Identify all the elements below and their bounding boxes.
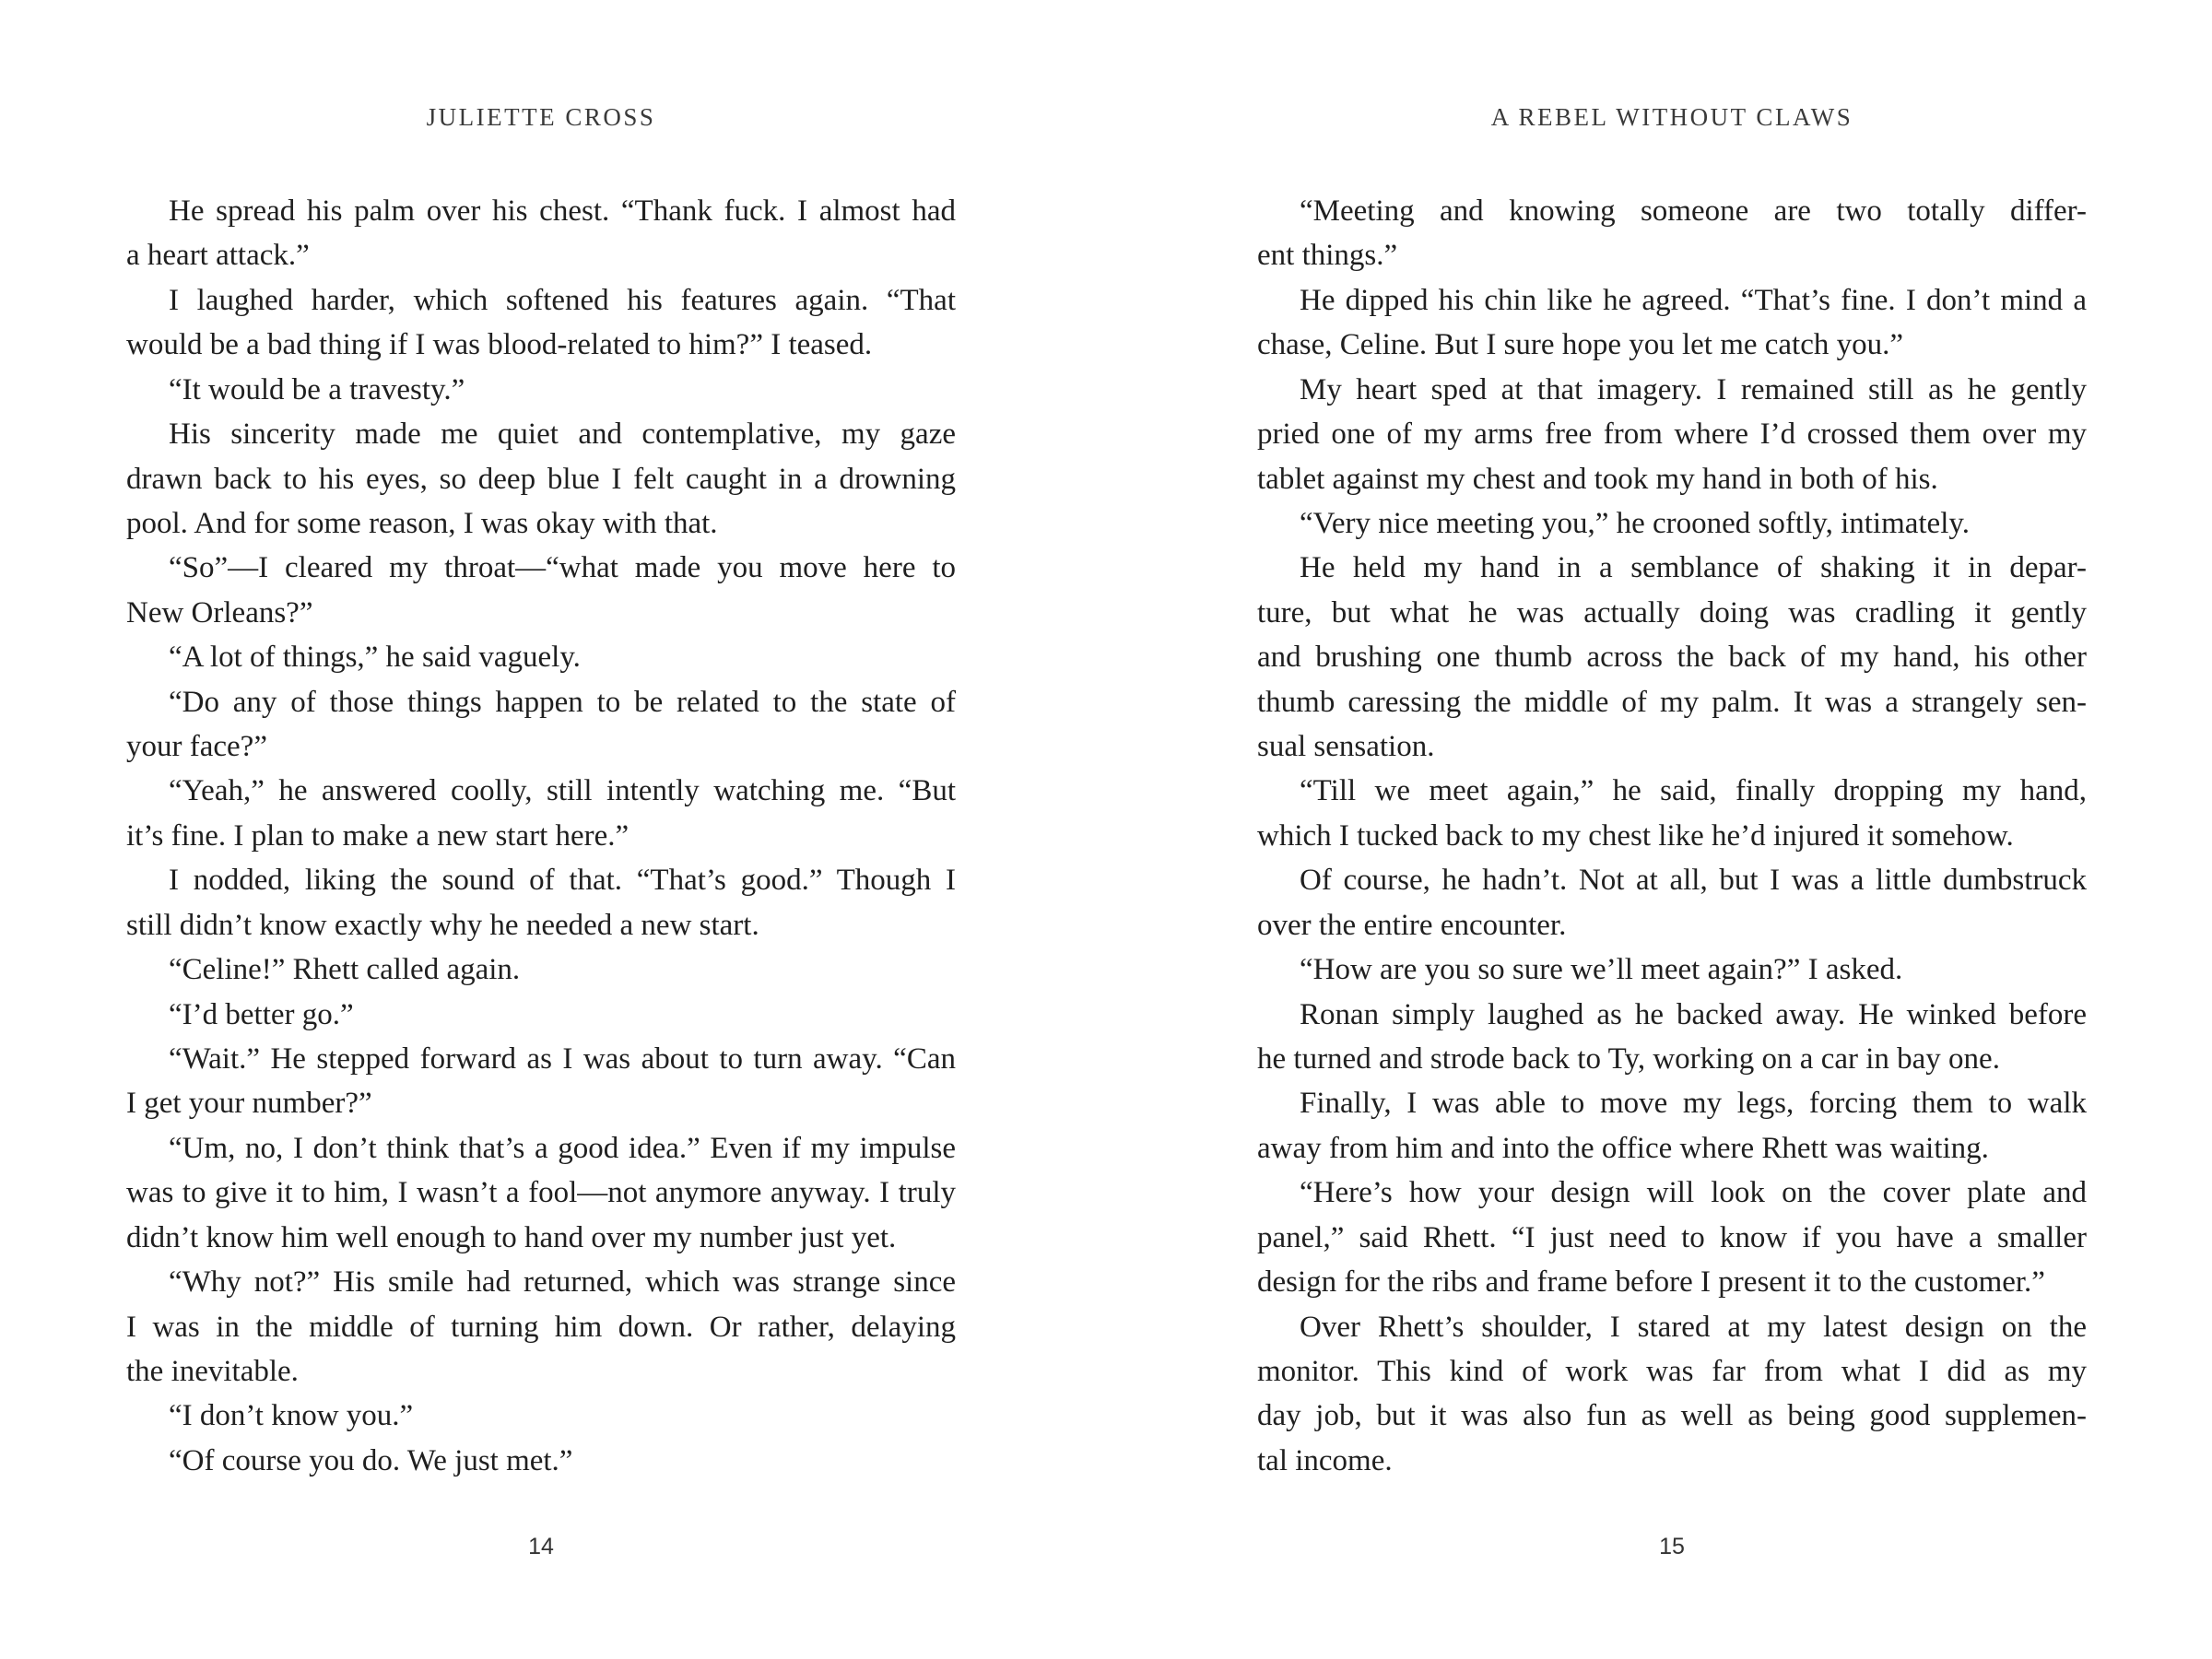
running-header-author: JULIETTE CROSS [426,103,656,131]
text-line: was to give it to him, I wasn’t a fool—not anymore anyway. I truly [126,1176,956,1210]
text-line: Ronan simply laughed as he backed away. He winked before [1300,997,2087,1031]
text-line: He held my hand in a semblance of shaking it in depar- [1300,551,2087,585]
text-line: pried one of my arms free from where I’d crossed them over my [1257,418,2087,452]
text-line: “Of course you do. We just met.” [169,1443,573,1477]
text-line: tablet against my chest and took my hand in both of his. [1257,462,1938,496]
running-header-title: A REBEL WITHOUT CLAWS [1490,103,1853,131]
page-body-text [1257,189,2087,1483]
left-page [126,0,956,1659]
text-line: he turned and strode back to Ty, working on a car in bay one. [1257,1042,2000,1077]
text-line: New Orleans?” [126,595,313,629]
text-line: He spread his palm over his chest. “Thank fuck. I almost had [169,194,956,228]
text-line: day job, but it was also fun as well as being good supplemen- [1257,1399,2087,1433]
text-line: your face?” [126,730,267,764]
text-line: I was in the middle of turning him down. Or rather, delaying [126,1310,956,1344]
text-line: “So”—I cleared my throat—“what made you move here to [169,551,956,585]
text-line: “Do any of those things happen to be related to the state of [169,685,956,719]
text-line: it’s fine. I plan to make a new start here.” [126,818,629,853]
text-line: didn’t know him well enough to hand over my number just yet. [126,1220,897,1254]
page-number: 15 [1659,1534,1685,1559]
text-line: “How are you so sure we’ll meet again?” I asked. [1300,953,1903,987]
text-line: ture, but what he was actually doing was cradling it gently [1257,595,2087,629]
text-line: “Yeah,” he answered coolly, still intently watching me. “But [169,774,956,808]
text-line: “Why not?” His smile had returned, which was strange since [169,1265,956,1300]
text-line: the inevitable. [126,1354,299,1388]
text-line: sual sensation. [1257,730,1435,764]
text-line: “Very nice meeting you,” he crooned softly, intimately. [1300,506,1970,540]
text-line: “Um, no, I don’t think that’s a good idea.” Even if my impulse [169,1131,956,1165]
text-line: pool. And for some reason, I was okay with that. [126,506,718,540]
text-line: monitor. This kind of work was far from what I did as my [1257,1354,2087,1388]
text-line: “Till we meet again,” he said, finally dropping my hand, [1300,774,2087,808]
text-line: He dipped his chin like he agreed. “That’s fine. I don’t mind a [1300,283,2087,317]
text-line: I get your number?” [126,1087,372,1121]
text-line: “Celine!” Rhett called again. [169,953,521,987]
text-line: away from him and into the office where Rhett was waiting. [1257,1131,1989,1165]
page-number: 14 [528,1534,554,1559]
right-page [1257,0,2087,1659]
text-line: would be a bad thing if I was blood-related to him?” I teased. [126,328,873,362]
page-body-text [126,189,956,1483]
text-line: “I’d better go.” [169,997,354,1031]
text-line: “Here’s how your design will look on the cover plate and [1300,1176,2087,1210]
text-line: “I don’t know you.” [169,1399,414,1433]
text-line: Of course, he hadn’t. Not at all, but I was a little dumbstruck [1300,864,2087,898]
text-line: Finally, I was able to move my legs, forcing them to walk [1300,1087,2087,1121]
text-line: ent things.” [1257,239,1398,273]
text-line: panel,” said Rhett. “I just need to know if you have a smaller [1257,1220,2087,1254]
text-line: still didn’t know exactly why he needed a new start. [126,908,759,942]
text-line: which I tucked back to my chest like he’d injured it somehow. [1257,818,2014,853]
text-line: Over Rhett’s shoulder, I stared at my latest design on the [1300,1310,2087,1344]
text-line: drawn back to his eyes, so deep blue I felt caught in a drowning [126,462,956,496]
text-line: His sincerity made me quiet and contemplative, my gaze [169,418,956,452]
text-line: “It would be a travesty.” [169,372,465,406]
text-line: design for the ribs and frame before I present it to the customer.” [1257,1265,2045,1300]
text-line: and brushing one thumb across the back of my hand, his other [1257,641,2087,675]
text-line: I nodded, liking the sound of that. “That’s good.” Though I [169,864,956,898]
text-line: a heart attack.” [126,239,310,273]
text-line: thumb caressing the middle of my palm. It was a strangely sen- [1257,685,2087,719]
text-line: chase, Celine. But I sure hope you let me catch you.” [1257,328,1904,362]
text-line: “Wait.” He stepped forward as I was about to turn away. “Can [169,1042,956,1077]
text-line: tal income. [1257,1443,1393,1477]
text-line: over the entire encounter. [1257,908,1567,942]
text-line: My heart sped at that imagery. I remained still as he gently [1300,372,2087,406]
text-line: “A lot of things,” he said vaguely. [169,641,581,675]
text-line: “Meeting and knowing someone are two totally differ- [1300,194,2087,228]
text-line: I laughed harder, which softened his features again. “That [169,283,956,317]
